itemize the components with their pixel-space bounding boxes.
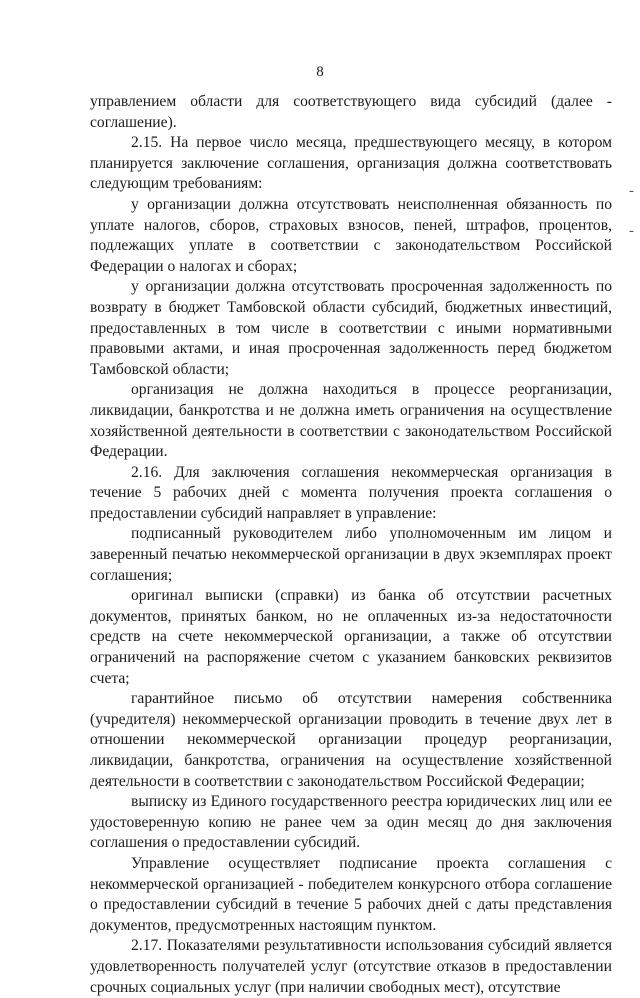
document-guarantee-letter: гарантийное письмо об отсутствии намерения собственника (учредителя) некоммерческой организации проводить в течение двух лет в отношении некоммерческой организации процедур реорганизации, ликвидации, банкротства, ограничения на осуществление хозяйственной деятельности в соответствии с законодательством Российской Федерации; [90,690,612,790]
requirement-reorganization: организация не должна находиться в процессе реорганизации, ликвидации, банкротства и не должна иметь ограничения на осуществление хозяйственной деятельности в соответствии с законодательством Российской Федерации. [90,381,612,461]
clause-2-15: 2.15. На первое число месяца, предшествующего месяцу, в котором планируется заключение соглашения, организация должна соответствовать следующим требованиям: [90,134,612,193]
document-bank-statement: оригинал выписки (справки) из банка об отсутствии расчетных документов, принятых банком, но не оплаченных из-за недостаточности средств на счете некоммерческой организации, а также об отсутствии ограничений на распоряжение счетом с указанием банковских реквизитов счета; [90,587,612,687]
requirement-debt: у организации должна отсутствовать просроченная задолженность по возврату в бюджет Тамбовской области субсидий, бюджетных инвестиций, предоставленных в том числе в соответствии с иными нормативными правовыми актами, и иная просроченная задолженность перед бюджетом Тамбовской области; [90,278,612,378]
requirement-taxes: у организации должна отсутствовать неисполненная обязанность по уплате налогов, сборов, страховых взносов, пеней, штрафов, процентов, подлежащих уплате в соответствии с законодательством Российской Федерации о налогах и сборах; [90,195,612,275]
clause-2-16: 2.16. Для заключения соглашения некоммерческая организация в течение 5 рабочих дней с момента получения проекта соглашения о предоставлении субсидий направляет в управление: [90,463,612,522]
signing-procedure: Управление осуществляет подписание проекта соглашения с некоммерческой организацией - победителем конкурсного отбора соглашение о предоставлении субсидий в течение 5 рабочих дней с даты представления документов, предусмотренных настоящим пунктом. [90,854,612,934]
margin-mark: - [629,183,634,199]
clause-2-17: 2.17. Показателями результативности использования субсидий является удовлетворенность получателей услуг (отсутствие отказов в предоставлении срочных социальных услуг (при наличии свободных мест), отсутствие [90,937,612,996]
margin-mark: - [629,223,634,239]
document-registry-extract: выписку из Единого государственного реестра юридических лиц или ее удостоверенную копию не ранее чем за один месяц до дня заключения соглашения о предоставлении субсидий. [90,793,612,852]
paragraph-continuation: управлением области для соответствующего вида субсидий (далее - соглашение). [90,93,612,131]
document-body [90,92,612,998]
document-signed-agreement: подписанный руководителем либо уполномоченным им лицом и заверенный печатью некоммерческой организации в двух экземплярах проект соглашения; [90,525,612,584]
page-number: 8 [316,64,324,80]
